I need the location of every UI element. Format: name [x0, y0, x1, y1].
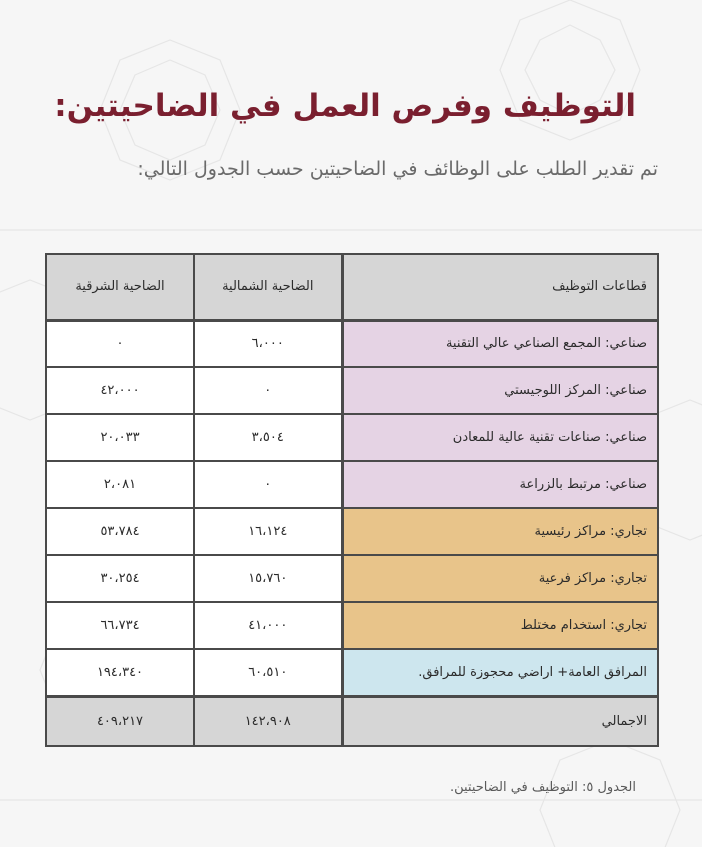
table-row — [46, 649, 658, 696]
row-sector: تجاري: مراكز فرعية — [342, 555, 658, 602]
page-title: التوظيف وفرص العمل في الضاحيتين: — [54, 88, 636, 124]
table-row — [46, 555, 658, 602]
total-east: ٤٠٩،٢١٧ — [46, 696, 194, 746]
row-north: ٦٠،٥١٠ — [194, 649, 342, 696]
table-total-row — [46, 696, 658, 746]
header-north: الضاحية الشمالية — [194, 254, 342, 320]
page-subtitle: تم تقدير الطلب على الوظائف في الضاحيتين حسب الجدول التالي: — [137, 158, 658, 180]
row-sector: صناعي: المركز اللوجيستي — [342, 367, 658, 414]
table-row — [46, 320, 658, 367]
table-row — [46, 508, 658, 555]
row-east: ٦٦،٧٣٤ — [46, 602, 194, 649]
table-row — [46, 414, 658, 461]
total-label: الاجمالي — [342, 696, 658, 746]
row-east: ٤٢،٠٠٠ — [46, 367, 194, 414]
row-east: ٢٠،٠٣٣ — [46, 414, 194, 461]
row-east: ٢،٠٨١ — [46, 461, 194, 508]
row-north: ١٦،١٢٤ — [194, 508, 342, 555]
row-north: ٦،٠٠٠ — [194, 320, 342, 367]
table-row — [46, 367, 658, 414]
row-sector: صناعي: مرتبط بالزراعة — [342, 461, 658, 508]
table-caption: الجدول ٥: التوظيف في الضاحيتين. — [449, 780, 636, 795]
header-east: الضاحية الشرقية — [46, 254, 194, 320]
row-sector: صناعي: صناعات تقنية عالية للمعادن — [342, 414, 658, 461]
row-east: ٠ — [46, 320, 194, 367]
employment-table — [45, 253, 659, 747]
row-north: ٠ — [194, 367, 342, 414]
row-north: ١٥،٧٦٠ — [194, 555, 342, 602]
row-sector: تجاري: استخدام مختلط — [342, 602, 658, 649]
row-north: ٤١،٠٠٠ — [194, 602, 342, 649]
table-header-row — [46, 254, 658, 320]
row-north: ٠ — [194, 461, 342, 508]
table-row — [46, 461, 658, 508]
row-sector: المرافق العامة+ اراضي محجوزة للمرافق. — [342, 649, 658, 696]
row-east: ٣٠،٢٥٤ — [46, 555, 194, 602]
row-north: ٣،٥٠٤ — [194, 414, 342, 461]
total-north: ١٤٢،٩٠٨ — [194, 696, 342, 746]
row-sector: تجاري: مراكز رئيسية — [342, 508, 658, 555]
row-east: ٥٣،٧٨٤ — [46, 508, 194, 555]
table-row — [46, 602, 658, 649]
row-east: ١٩٤،٣٤٠ — [46, 649, 194, 696]
row-sector: صناعي: المجمع الصناعي عالي التقنية — [342, 320, 658, 367]
header-sector: قطاعات التوظيف — [342, 254, 658, 320]
